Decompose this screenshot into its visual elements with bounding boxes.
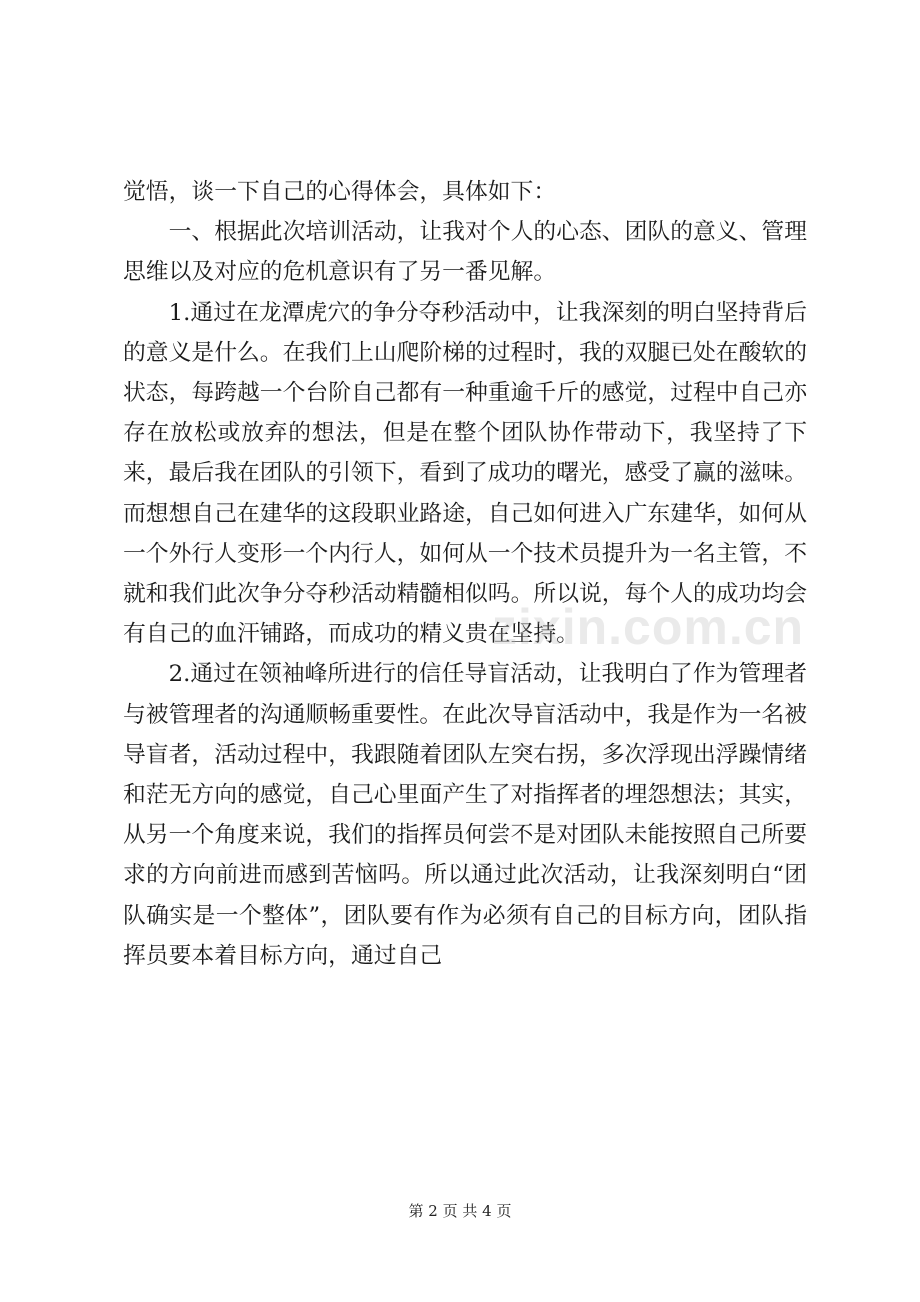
document-body: [123, 172, 807, 976]
paragraph-item-2: 2.通过在领袖峰所进行的信任导盲活动，让我明白了作为管理者与被管理者的沟通顺畅重要性。在此次导盲活动中，我是作为一名被导盲者，活动过程中，我跟随着团队左突右拐，多次浮现出浮躁情绪和茫无方向的感觉，自己心里面产生了对指挥者的埋怨想法；其实，从另一个角度来说，我们的指挥员何尝不是对团队未能按照自己所要求的方向前进而感到苦恼吗。所以通过此次活动，让我深刻明白“团队确实是一个整体”，团队要有作为必须有自己的目标方向，团队指挥员要本着目标方向，通过自己: [123, 661, 807, 969]
paragraph-item-1: 1.通过在龙潭虎穴的争分夺秒活动中，让我深刻的明白坚持背后的意义是什么。在我们上山爬阶梯的过程时，我的双腿已处在酸软的状态，每跨越一个台阶自己都有一种重逾千斤的感觉，过程中自己亦存在放松或放弃的想法，但是在整个团队协作带动下，我坚持了下来，最后我在团队的引领下，看到了成功的曙光，感受了赢的滋味。而想想自己在建华的这段职业路途，自己如何进入广东建华，如何从一个外行人变形一个内行人，如何从一个技术员提升为一名主管，不就和我们此次争分夺秒活动精髓相似吗。所以说，每个人的成功均会有自己的血汗铺路，而成功的精义贵在坚持。: [123, 299, 807, 648]
page-footer: 第 2 页 共 4 页: [408, 1202, 512, 1220]
paragraph-continuation: 觉悟，谈一下自己的心得体会，具体如下：: [123, 179, 557, 205]
paragraph-section-one: 一、根据此次培训活动，让我对个人的心态、团队的意义、管理思维以及对应的危机意识有了另一番见解。: [123, 219, 807, 286]
watermark: zixin.com.cn: [492, 599, 805, 655]
